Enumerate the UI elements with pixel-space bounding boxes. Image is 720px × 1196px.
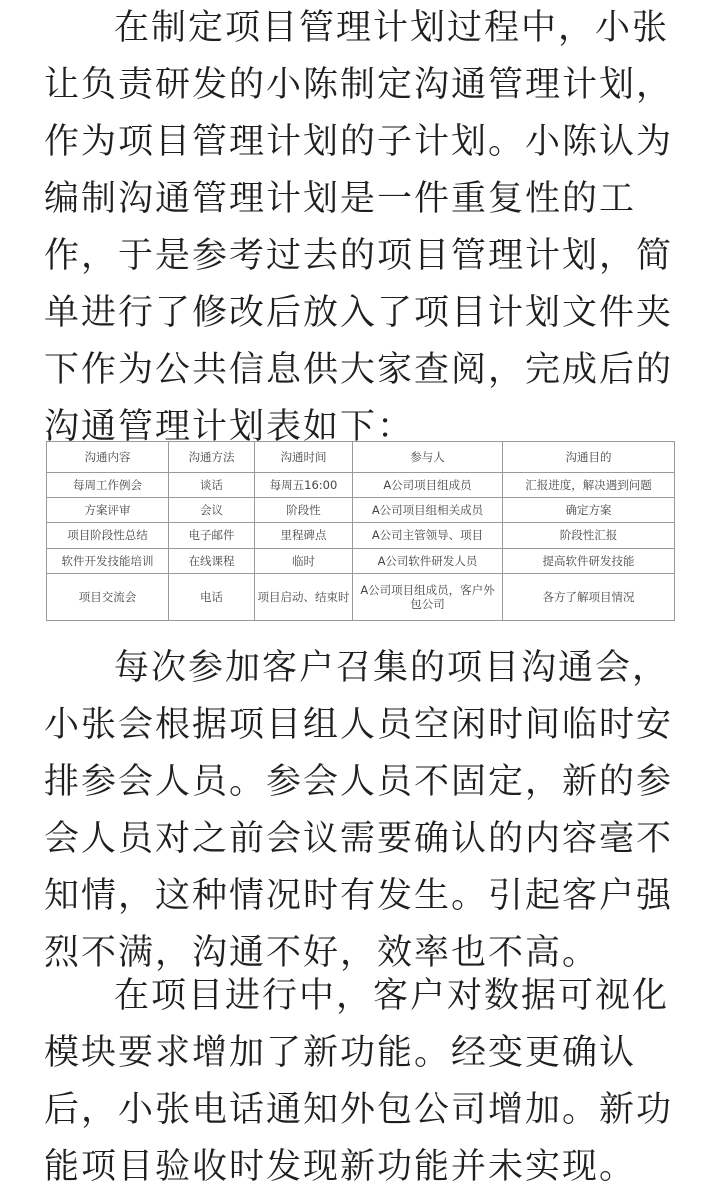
cell-participants: A公司主管领导、项目 (353, 523, 503, 548)
header-time: 沟通时间 (255, 442, 353, 473)
cell-purpose: 阶段性汇报 (503, 523, 675, 548)
cell-purpose: 汇报进度，解决遇到问题 (503, 473, 675, 498)
header-content: 沟通内容 (47, 442, 169, 473)
cell-method: 会议 (169, 498, 255, 523)
cell-method: 电子邮件 (169, 523, 255, 548)
cell-method: 谈话 (169, 473, 255, 498)
cell-content: 软件开发技能培训 (47, 548, 169, 573)
cell-purpose: 确定方案 (503, 498, 675, 523)
header-purpose: 沟通目的 (503, 442, 675, 473)
cell-method: 在线课程 (169, 548, 255, 573)
table-row (47, 498, 675, 523)
communication-plan-table (46, 441, 674, 621)
intro-paragraph: 在制定项目管理计划过程中，小张让负责研发的小陈制定沟通管理计划，作为项目管理计划的子计划。小陈认为编制沟通管理计划是一件重复性的工作，于是参考过去的项目管理计划，简单进行了修改后放入了项目计划文件夹下作为公共信息供大家查阅，完成后的沟通管理计划表如下： (44, 8, 674, 447)
header-participants: 参与人 (353, 442, 503, 473)
cell-purpose: 各方了解项目情况 (503, 573, 675, 620)
change-paragraph: 在项目进行中，客户对数据可视化模块要求增加了新功能。经变更确认后，小张电话通知外包公司增加。新功能项目验收时发现新功能并未实现。 (44, 976, 674, 1187)
table-row (47, 573, 675, 620)
cell-time: 临时 (255, 548, 353, 573)
table-row (47, 473, 675, 498)
cell-content: 每周工作例会 (47, 473, 169, 498)
header-method: 沟通方法 (169, 442, 255, 473)
cell-time: 每周五16:00 (255, 473, 353, 498)
cell-content: 方案评审 (47, 498, 169, 523)
cell-time: 阶段性 (255, 498, 353, 523)
cell-participants: A公司项目组成员 (353, 473, 503, 498)
meeting-paragraph: 每次参加客户召集的项目沟通会，小张会根据项目组人员空闲时间临时安排参会人员。参会人员不固定，新的参会人员对之前会议需要确认的内容毫不知情，这种情况时有发生。引起客户强烈不满，沟通不好，效率也不高。 (44, 648, 674, 973)
table-header-row (47, 442, 675, 473)
cell-time: 里程碑点 (255, 523, 353, 548)
cell-content: 项目交流会 (47, 573, 169, 620)
cell-participants: A公司软件研发人员 (353, 548, 503, 573)
table-row (47, 523, 675, 548)
cell-purpose: 提高软件研发技能 (503, 548, 675, 573)
cell-method: 电话 (169, 573, 255, 620)
cell-time: 项目启动、结束时 (255, 573, 353, 620)
cell-content: 项目阶段性总结 (47, 523, 169, 548)
table-row (47, 548, 675, 573)
cell-participants: A公司项目组相关成员 (353, 498, 503, 523)
cell-participants: A公司项目组成员，客户外包公司 (353, 573, 503, 620)
